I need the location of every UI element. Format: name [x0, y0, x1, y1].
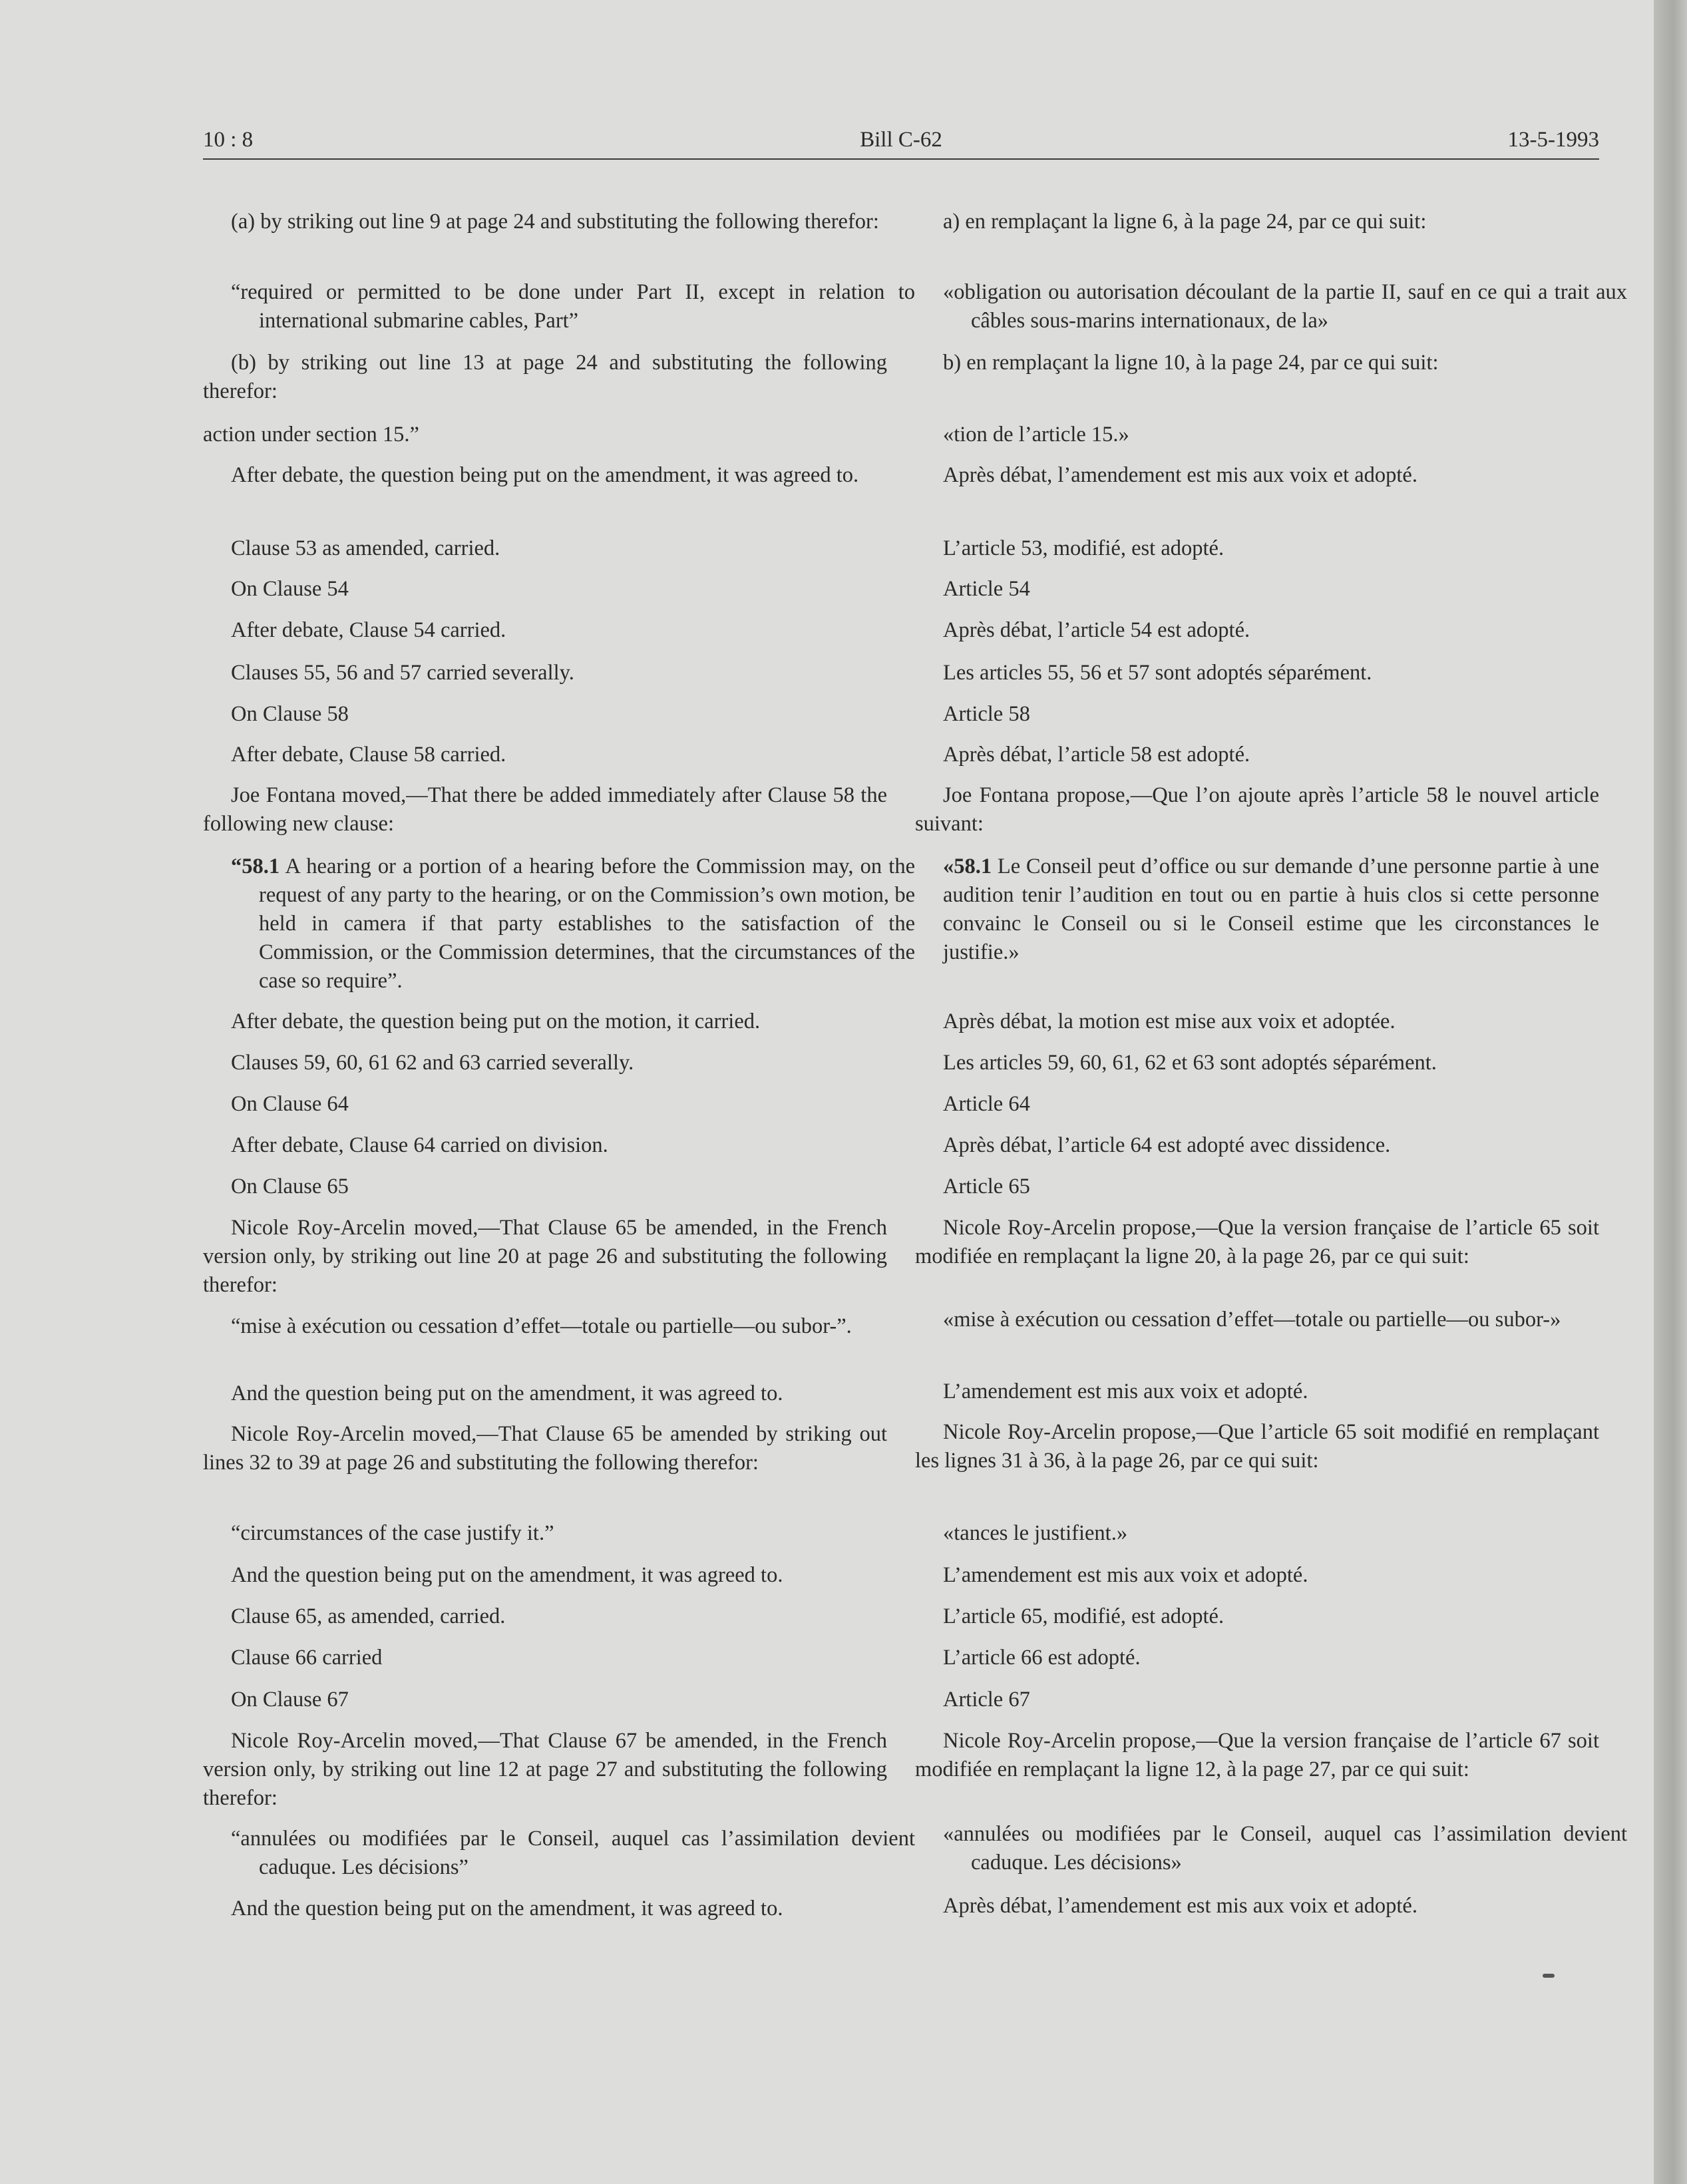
new-clause-text: «58.1 Le Conseil peut d’office ou sur demande d’une personne partie à une audition tenir l’audition en tout ou en partie à huis clos si cette personne convainc le Conseil ou si le Conseil estime que les circonstances le justifie.» [943, 854, 1599, 964]
motion-paragraph: Nicole Roy-Arcelin propose,—Que la version française de l’article 65 soit modifiée en remplaçant la ligne 20, à la page 26, par ce qui suit: [915, 1216, 1599, 1268]
motion-paragraph: Nicole Roy-Arcelin moved,—That Clause 65 be amended by striking out lines 32 to 39 at page 26 and substituting the following therefor: [203, 1422, 887, 1475]
quoted-text: action under section 15.” [203, 423, 419, 447]
bill-title: Bill C-62 [860, 128, 942, 152]
proceedings-paragraph: Après débat, la motion est mise aux voix et adoptée. [943, 1009, 1396, 1033]
amendment-part-a: (a) by striking out line 9 at page 24 and substituting the following therefor: [231, 210, 879, 234]
proceedings-paragraph: After debate, Clause 54 carried. [231, 618, 506, 642]
quoted-text: «tances le justifient.» [943, 1521, 1128, 1545]
proceedings-paragraph: And the question being put on the amendment, it was agreed to. [231, 1897, 783, 1920]
proceedings-paragraph: Après débat, l’article 64 est adopté avec dissidence. [943, 1133, 1391, 1157]
quoted-text: «mise à exécution ou cessation d’effet—totale ou partielle—ou subor-» [943, 1308, 1561, 1332]
amendment-part-a: a) en remplaçant la ligne 6, à la page 24, par ce qui suit: [943, 210, 1427, 234]
proceedings-paragraph: L’article 66 est adopté. [943, 1646, 1141, 1670]
new-clause-text: “58.1 A hearing or a portion of a hearing before the Commission may, on the request of any party to the hearing, or on the Commission’s own motion, be held in camera if that party establishes to the satisfaction of the Commission, or the Commission determines, that the circumstances of the case so require”. [231, 854, 915, 993]
proceedings-paragraph: After debate, the question being put on the motion, it carried. [231, 1009, 761, 1033]
motion-paragraph: Nicole Roy-Arcelin moved,—That Clause 67 be amended, in the French version only, by striking out line 12 at page 27 and substituting the following therefor: [203, 1729, 887, 1810]
article-heading: Article 58 [943, 702, 1030, 726]
page-number: 10 : 8 [203, 128, 254, 152]
proceedings-paragraph: Clause 53 as amended, carried. [231, 536, 500, 560]
proceedings-paragraph: Clauses 59, 60, 61 62 and 63 carried severally. [231, 1051, 634, 1075]
amendment-part-b: (b) by striking out line 13 at page 24 and substituting the following therefor: [203, 351, 887, 403]
proceedings-paragraph: Clause 66 carried [231, 1646, 383, 1670]
motion-paragraph: Joe Fontana propose,—Que l’on ajoute après l’article 58 le nouvel article suivant: [915, 783, 1599, 836]
proceedings-paragraph: L’article 65, modifié, est adopté. [943, 1604, 1224, 1628]
page-speck [1543, 1974, 1555, 1978]
quoted-text: “required or permitted to be done under Part II, except in relation to international submarine cables, Part” [231, 280, 915, 333]
page-header [203, 128, 1599, 160]
clause-number: “58.1 [231, 854, 280, 878]
article-heading: Article 64 [943, 1092, 1030, 1116]
quoted-text: “annulées ou modifiées par le Conseil, auquel cas l’assimilation devient caduque. Les décisions” [231, 1827, 915, 1879]
quoted-text: “mise à exécution ou cessation d’effet—totale ou partielle—ou subor-”. [231, 1314, 852, 1338]
article-heading: Article 65 [943, 1175, 1030, 1198]
page-edge [1654, 0, 1687, 2184]
proceedings-paragraph: After debate, Clause 64 carried on division. [231, 1133, 608, 1157]
article-heading: Article 67 [943, 1688, 1030, 1712]
motion-paragraph: Joe Fontana moved,—That there be added immediately after Clause 58 the following new clause: [203, 783, 887, 836]
motion-paragraph: Nicole Roy-Arcelin moved,—That Clause 65 be amended, in the French version only, by striking out line 20 at page 26 and substituting the following therefor: [203, 1216, 887, 1297]
proceedings-paragraph: After debate, the question being put on the amendment, it was agreed to. [231, 463, 859, 487]
proceedings-paragraph: And the question being put on the amendment, it was agreed to. [231, 1381, 783, 1405]
clause-heading: On Clause 67 [231, 1688, 349, 1712]
clause-heading: On Clause 54 [231, 577, 349, 601]
proceedings-paragraph: And the question being put on the amendment, it was agreed to. [231, 1563, 783, 1587]
proceedings-paragraph: Après débat, l’article 54 est adopté. [943, 618, 1250, 642]
quoted-text: “circumstances of the case justify it.” [231, 1521, 554, 1545]
amendment-part-b: b) en remplaçant la ligne 10, à la page 24, par ce qui suit: [943, 351, 1439, 375]
proceedings-paragraph: After debate, Clause 58 carried. [231, 743, 506, 767]
proceedings-paragraph: Après débat, l’amendement est mis aux voix et adopté. [943, 1894, 1417, 1918]
proceedings-paragraph: L’article 53, modifié, est adopté. [943, 536, 1224, 560]
proceedings-paragraph: L’amendement est mis aux voix et adopté. [943, 1563, 1308, 1587]
header-date: 13-5-1993 [1507, 128, 1599, 152]
proceedings-paragraph: Les articles 55, 56 et 57 sont adoptés séparément. [943, 661, 1372, 685]
quoted-text: «tion de l’article 15.» [943, 423, 1129, 447]
proceedings-paragraph: Les articles 59, 60, 61, 62 et 63 sont adoptés séparément. [943, 1051, 1437, 1075]
clause-heading: On Clause 64 [231, 1092, 349, 1116]
clause-heading: On Clause 58 [231, 702, 349, 726]
quoted-text: «annulées ou modifiées par le Conseil, auquel cas l’assimilation devient caduque. Les décisions» [943, 1822, 1627, 1875]
proceedings-paragraph: Clauses 55, 56 and 57 carried severally. [231, 661, 574, 685]
article-heading: Article 54 [943, 577, 1030, 601]
quoted-text: «obligation ou autorisation découlant de la partie II, sauf en ce qui a trait aux câbles sous-marins internationaux, de la» [943, 280, 1627, 333]
motion-paragraph: Nicole Roy-Arcelin propose,—Que la version française de l’article 67 soit modifiée en remplaçant la ligne 12, à la page 27, par ce qui suit: [915, 1729, 1599, 1781]
proceedings-paragraph: Après débat, l’article 58 est adopté. [943, 743, 1250, 767]
proceedings-paragraph: Après débat, l’amendement est mis aux voix et adopté. [943, 463, 1417, 487]
clause-heading: On Clause 65 [231, 1175, 349, 1198]
motion-paragraph: Nicole Roy-Arcelin propose,—Que l’article 65 soit modifié en remplaçant les lignes 31 à 36, à la page 26, par ce qui suit: [915, 1420, 1599, 1473]
proceedings-paragraph: Clause 65, as amended, carried. [231, 1604, 506, 1628]
proceedings-paragraph: L’amendement est mis aux voix et adopté. [943, 1379, 1308, 1403]
clause-number: «58.1 [943, 854, 992, 878]
